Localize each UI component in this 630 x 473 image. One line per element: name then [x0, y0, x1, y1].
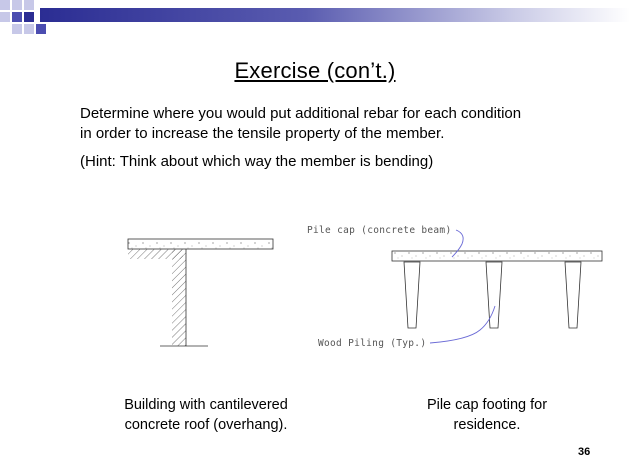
pile-cap-diagram: [392, 230, 602, 343]
instruction-line-2: in order to increase the tensile property of the member.: [80, 125, 445, 142]
page-number: 36: [578, 446, 591, 458]
caption-right: [404, 395, 570, 435]
caption-left: [100, 395, 312, 435]
caption-right-line-2: residence.: [453, 417, 521, 433]
wood-pile-3: [565, 262, 581, 328]
pile-cap-label: Pile cap (concrete beam): [307, 225, 452, 236]
cantilever-diagram: [128, 239, 273, 346]
caption-left-line-1: Building with cantilevered: [124, 397, 288, 413]
wood-pile-2: [486, 262, 502, 328]
wood-piling-leader: [430, 306, 495, 343]
caption-left-line-2: concrete roof (overhang).: [124, 417, 288, 433]
caption-right-line-1: Pile cap footing for: [426, 397, 548, 413]
support-wall: [172, 249, 186, 346]
roof-slab: [128, 239, 273, 249]
wood-pile-1: [404, 262, 420, 328]
hint-text: (Hint: Think about which way the member is bending): [80, 153, 434, 170]
slide-title: Exercise (con’t.): [234, 58, 396, 83]
wood-piling-label: Wood Piling (Typ.): [318, 338, 427, 349]
instruction-line-1: Determine where you would put additional rebar for each condition: [80, 105, 522, 122]
pile-cap-beam: [392, 251, 602, 261]
